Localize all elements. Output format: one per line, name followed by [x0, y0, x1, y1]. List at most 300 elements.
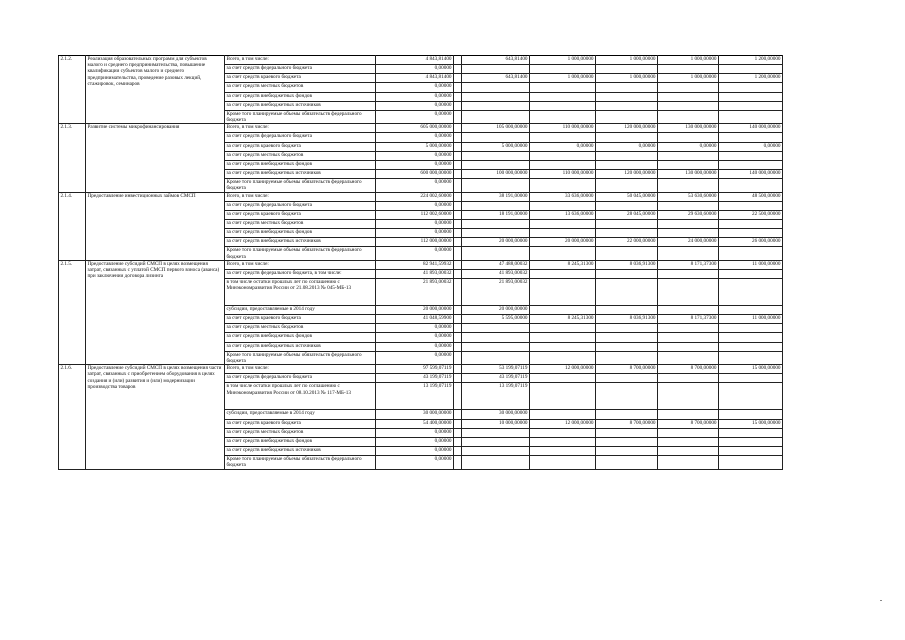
year-3-amount: 8 036,91300	[596, 260, 658, 269]
budget-table	[58, 55, 856, 470]
total-amount: 0,00000	[376, 456, 454, 469]
total-amount: 0,00000	[376, 229, 454, 238]
year-2-amount: 110 000,00000	[530, 124, 596, 133]
year-5-amount	[719, 101, 783, 110]
year-2-amount	[530, 247, 596, 260]
year-3-amount: 8 036,91300	[596, 315, 658, 324]
total-amount: 54 400,00000	[376, 419, 454, 428]
spacer-cell	[454, 192, 462, 201]
total-amount: 21 893,00032	[376, 279, 454, 306]
spacer-cell	[454, 83, 462, 92]
year-5-amount: 1 200,00000	[719, 74, 783, 83]
year-2-amount: 1 000,00000	[530, 56, 596, 65]
year-5-amount	[719, 351, 783, 364]
year-2-amount: 13 636,00000	[530, 210, 596, 219]
year-5-amount: 15 000,00000	[719, 365, 783, 374]
funding-source-label: Кроме того планируемые объемы обязательств федерального бюджета	[225, 247, 376, 260]
total-amount: 0,00000	[376, 110, 454, 123]
year-5-amount: 15 000,00000	[719, 419, 783, 428]
total-amount: 82 941,59932	[376, 260, 454, 269]
total-amount: 97 599,07119	[376, 365, 454, 374]
spacer-cell	[454, 201, 462, 210]
spacer-cell	[454, 456, 462, 469]
year-1-amount: 41 893,00032	[462, 269, 530, 278]
year-1-amount	[462, 179, 530, 192]
year-3-amount	[596, 269, 658, 278]
section-total-row	[59, 124, 856, 133]
year-5-amount	[719, 446, 783, 455]
funding-source-label: за счет средств краевого бюджета	[225, 142, 376, 151]
funding-source-label: за счет средств местных бюджетов	[225, 324, 376, 333]
year-4-amount	[658, 83, 719, 92]
section-code: 2.1.5.	[59, 260, 86, 364]
funding-source-label: в том числе остатки прошлых лет по соглашению с Минэкономразвития России от 08.10.2013 № 117-МБ-13	[225, 383, 376, 410]
year-2-amount: 8 245,31300	[530, 260, 596, 269]
spacer-cell	[454, 74, 462, 83]
year-3-amount	[596, 110, 658, 123]
year-5-amount	[719, 374, 783, 383]
funding-source-label: за счет средств внебюджетных фондов	[225, 333, 376, 342]
funding-source-label: субсидии, предоставляемые в 2014 году	[225, 306, 376, 315]
funding-source-label: за счет средств краевого бюджета	[225, 210, 376, 219]
year-3-amount	[596, 351, 658, 364]
year-1-amount: 105 000,00000	[462, 124, 530, 133]
spacer-cell	[454, 269, 462, 278]
funding-source-label: Всего, в том числе:	[225, 260, 376, 269]
year-4-amount	[658, 101, 719, 110]
total-amount: 0,00000	[376, 179, 454, 192]
funding-source-label: за счет средств внебюджетных фондов	[225, 160, 376, 169]
year-4-amount: 8 700,00000	[658, 365, 719, 374]
total-amount: 0,00000	[376, 160, 454, 169]
section-name: Реализация образовательных программ для субъектов малого и среднего предпринимательства, повышение квалификации субъектов малого и среднего предпринимательства, проведение разовых лекций, стажировок, семинаров	[86, 56, 225, 124]
total-amount: 0,00000	[376, 247, 454, 260]
year-2-amount	[530, 219, 596, 228]
spacer-cell	[454, 306, 462, 315]
year-5-amount: 11 000,00000	[719, 260, 783, 269]
spacer-cell	[454, 124, 462, 133]
section-code: 2.1.3.	[59, 124, 86, 192]
year-3-amount: 28 045,00000	[596, 210, 658, 219]
spacer-cell	[454, 229, 462, 238]
funding-source-label: за счет средств местных бюджетов	[225, 219, 376, 228]
year-3-amount	[596, 410, 658, 419]
year-1-amount: 38 191,00000	[462, 192, 530, 201]
year-4-amount: 8 171,37300	[658, 260, 719, 269]
funding-source-label: за счет средств краевого бюджета	[225, 74, 376, 83]
spacer-cell	[454, 333, 462, 342]
year-5-amount	[719, 179, 783, 192]
year-3-amount: 1 000,00000	[596, 56, 658, 65]
total-amount: 112 000,00000	[376, 238, 454, 247]
year-2-amount: 33 636,00000	[530, 192, 596, 201]
year-4-amount	[658, 92, 719, 101]
funding-source-label: Всего, в том числе:	[225, 365, 376, 374]
spacer-cell	[454, 315, 462, 324]
section-code: 2.1.4.	[59, 192, 86, 260]
year-2-amount	[530, 333, 596, 342]
year-1-amount: 20 000,00000	[462, 306, 530, 315]
total-amount: 43 199,07119	[376, 374, 454, 383]
year-3-amount	[596, 83, 658, 92]
spacer-cell	[454, 133, 462, 142]
spacer-cell	[454, 342, 462, 351]
year-2-amount: 12 000,00000	[530, 419, 596, 428]
year-5-amount	[719, 279, 783, 306]
year-5-amount	[719, 133, 783, 142]
year-1-amount	[462, 92, 530, 101]
spacer-cell	[454, 142, 462, 151]
section-total-row	[59, 365, 856, 374]
section-code: 2.1.2.	[59, 56, 86, 124]
year-5-amount	[719, 219, 783, 228]
year-5-amount	[719, 247, 783, 260]
year-1-amount	[462, 110, 530, 123]
funding-source-label: за счет средств внебюджетных источников	[225, 101, 376, 110]
year-4-amount: 8 700,00000	[658, 419, 719, 428]
year-2-amount	[530, 65, 596, 74]
year-3-amount: 50 045,00000	[596, 192, 658, 201]
total-amount: 30 000,00000	[376, 410, 454, 419]
year-4-amount: 1 000,00000	[658, 74, 719, 83]
total-amount: 0,00000	[376, 333, 454, 342]
year-1-amount: 47 488,00032	[462, 260, 530, 269]
year-3-amount	[596, 179, 658, 192]
funding-source-label: Всего, в том числе:	[225, 192, 376, 201]
year-4-amount	[658, 428, 719, 437]
funding-source-label: за счет средств внебюджетных фондов	[225, 92, 376, 101]
year-1-amount: 5 000,00000	[462, 142, 530, 151]
year-4-amount: 130 000,00000	[658, 124, 719, 133]
total-amount: 600 000,00000	[376, 169, 454, 178]
funding-source-label: Всего, в том числе:	[225, 56, 376, 65]
year-2-amount	[530, 428, 596, 437]
funding-source-label: Кроме того планируемые объемы обязательств федерального бюджета	[225, 179, 376, 192]
year-5-amount	[719, 151, 783, 160]
year-3-amount	[596, 247, 658, 260]
year-5-amount	[719, 383, 783, 410]
year-4-amount	[658, 306, 719, 315]
year-1-amount	[462, 437, 530, 446]
year-4-amount	[658, 269, 719, 278]
year-1-amount	[462, 456, 530, 469]
year-5-amount	[719, 428, 783, 437]
total-amount: 41 048,59900	[376, 315, 454, 324]
year-3-amount	[596, 428, 658, 437]
spacer-cell	[454, 324, 462, 333]
section-total-row	[59, 192, 856, 201]
year-5-amount: 48 500,00000	[719, 192, 783, 201]
funding-source-label: за счет средств федерального бюджета	[225, 201, 376, 210]
funding-source-label: за счет средств краевого бюджета	[225, 419, 376, 428]
spacer-cell	[454, 365, 462, 374]
year-4-amount	[658, 410, 719, 419]
year-4-amount	[658, 279, 719, 306]
year-1-amount: 21 893,00032	[462, 279, 530, 306]
year-2-amount	[530, 279, 596, 306]
year-5-amount	[719, 342, 783, 351]
funding-source-label: за счет средств федерального бюджета	[225, 65, 376, 74]
spacer-cell	[454, 437, 462, 446]
year-3-amount	[596, 65, 658, 74]
year-2-amount	[530, 269, 596, 278]
total-amount: 4 843,81400	[376, 56, 454, 65]
year-5-amount	[719, 110, 783, 123]
spacer-cell	[454, 238, 462, 247]
funding-source-label: субсидии, предоставляемые в 2014 году	[225, 410, 376, 419]
total-amount: 0,00000	[376, 65, 454, 74]
year-2-amount: 0,00000	[530, 142, 596, 151]
year-3-amount	[596, 333, 658, 342]
funding-source-label: за счет средств местных бюджетов	[225, 83, 376, 92]
total-amount: 0,00000	[376, 101, 454, 110]
year-2-amount	[530, 324, 596, 333]
year-3-amount: 0,00000	[596, 142, 658, 151]
year-2-amount	[530, 92, 596, 101]
total-amount: 0,00000	[376, 437, 454, 446]
funding-source-label: за счет средств местных бюджетов	[225, 428, 376, 437]
year-3-amount	[596, 229, 658, 238]
year-4-amount	[658, 383, 719, 410]
year-4-amount	[658, 160, 719, 169]
year-3-amount	[596, 342, 658, 351]
funding-source-label: за счет средств внебюджетных фондов	[225, 437, 376, 446]
funding-source-label: Кроме того планируемые объемы обязательств федерального бюджета	[225, 456, 376, 469]
spacer-cell	[454, 151, 462, 160]
year-3-amount	[596, 201, 658, 210]
year-1-amount: 20 000,00000	[462, 238, 530, 247]
total-amount: 0,00000	[376, 428, 454, 437]
section-name: Предоставление субсидий СМСП в целях возмещения затрат, связанных с уплатой СМСП первого взноса (аванса) при заключении договора лизинга	[86, 260, 225, 364]
spacer-cell	[454, 169, 462, 178]
year-1-amount	[462, 342, 530, 351]
year-2-amount	[530, 151, 596, 160]
year-2-amount: 12 000,00000	[530, 365, 596, 374]
year-1-amount	[462, 351, 530, 364]
year-1-amount: 643,81400	[462, 56, 530, 65]
total-amount: 0,00000	[376, 83, 454, 92]
year-1-amount: 13 199,07119	[462, 383, 530, 410]
spacer-cell	[454, 210, 462, 219]
year-5-amount: 140 000,00000	[719, 124, 783, 133]
year-1-amount: 18 191,00000	[462, 210, 530, 219]
year-1-amount: 10 000,00000	[462, 419, 530, 428]
year-4-amount	[658, 446, 719, 455]
funding-source-label: Кроме того планируемые объемы обязательств федерального бюджета	[225, 351, 376, 364]
year-5-amount	[719, 437, 783, 446]
scan-speck	[880, 600, 882, 601]
year-1-amount	[462, 324, 530, 333]
funding-source-label: за счет средств федерального бюджета	[225, 133, 376, 142]
year-2-amount	[530, 306, 596, 315]
year-2-amount: 110 000,00000	[530, 169, 596, 178]
year-3-amount	[596, 446, 658, 455]
spacer-cell	[454, 92, 462, 101]
year-1-amount	[462, 201, 530, 210]
year-5-amount: 1 200,00000	[719, 56, 783, 65]
year-2-amount	[530, 179, 596, 192]
total-amount: 4 843,81400	[376, 74, 454, 83]
total-amount: 0,00000	[376, 151, 454, 160]
year-1-amount: 100 000,00000	[462, 169, 530, 178]
funding-source-label: за счет средств внебюджетных источников	[225, 169, 376, 178]
year-4-amount: 0,00000	[658, 142, 719, 151]
year-1-amount: 43 199,07119	[462, 374, 530, 383]
spacer-cell	[454, 101, 462, 110]
total-amount: 0,00000	[376, 201, 454, 210]
total-amount: 0,00000	[376, 219, 454, 228]
total-amount: 0,00000	[376, 351, 454, 364]
year-5-amount	[719, 201, 783, 210]
year-5-amount	[719, 269, 783, 278]
year-1-amount	[462, 65, 530, 74]
year-4-amount: 29 630,60000	[658, 210, 719, 219]
year-2-amount	[530, 110, 596, 123]
spacer-cell	[454, 351, 462, 364]
year-3-amount	[596, 133, 658, 142]
year-3-amount	[596, 383, 658, 410]
total-amount: 0,00000	[376, 92, 454, 101]
year-4-amount: 8 171,37300	[658, 315, 719, 324]
year-4-amount	[658, 374, 719, 383]
year-4-amount	[658, 151, 719, 160]
funding-source-label: Всего, в том числе:	[225, 124, 376, 133]
funding-source-label: за счет средств внебюджетных источников	[225, 342, 376, 351]
spacer-cell	[454, 383, 462, 410]
spacer-cell	[454, 419, 462, 428]
year-2-amount	[530, 160, 596, 169]
spacer-cell	[454, 56, 462, 65]
total-amount: 20 000,00000	[376, 306, 454, 315]
total-amount: 0,00000	[376, 446, 454, 455]
spacer-cell	[454, 374, 462, 383]
year-5-amount: 22 500,00000	[719, 210, 783, 219]
year-2-amount: 8 245,31300	[530, 315, 596, 324]
year-1-amount	[462, 333, 530, 342]
year-4-amount	[658, 229, 719, 238]
year-2-amount	[530, 437, 596, 446]
year-5-amount	[719, 229, 783, 238]
funding-source-label: за счет средств внебюджетных источников	[225, 446, 376, 455]
budget-table-body	[59, 56, 856, 470]
year-5-amount: 26 000,00000	[719, 238, 783, 247]
total-amount: 0,00000	[376, 133, 454, 142]
total-amount: 5 000,00000	[376, 142, 454, 151]
year-2-amount	[530, 342, 596, 351]
year-5-amount	[719, 65, 783, 74]
total-amount: 112 002,60000	[376, 210, 454, 219]
year-1-amount: 53 199,07119	[462, 365, 530, 374]
year-4-amount	[658, 342, 719, 351]
year-4-amount: 53 630,60000	[658, 192, 719, 201]
year-2-amount	[530, 101, 596, 110]
year-3-amount	[596, 219, 658, 228]
year-2-amount: 1 000,00000	[530, 74, 596, 83]
year-1-amount: 5 595,00000	[462, 315, 530, 324]
spacer-cell	[454, 279, 462, 306]
year-3-amount	[596, 306, 658, 315]
spacer-cell	[454, 219, 462, 228]
spacer-cell	[454, 160, 462, 169]
year-1-amount	[462, 219, 530, 228]
year-4-amount: 130 000,00000	[658, 169, 719, 178]
year-2-amount	[530, 83, 596, 92]
year-3-amount	[596, 160, 658, 169]
year-1-amount	[462, 160, 530, 169]
year-1-amount	[462, 151, 530, 160]
year-2-amount: 20 000,00000	[530, 238, 596, 247]
year-5-amount	[719, 92, 783, 101]
year-4-amount	[658, 65, 719, 74]
funding-source-label: за счет средств федерального бюджета, в том числе:	[225, 269, 376, 278]
spacer-cell	[454, 260, 462, 269]
year-3-amount: 120 000,00000	[596, 169, 658, 178]
spacer-cell	[454, 446, 462, 455]
year-4-amount	[658, 179, 719, 192]
year-4-amount	[658, 437, 719, 446]
section-total-row	[59, 56, 856, 65]
year-5-amount	[719, 306, 783, 315]
year-2-amount	[530, 410, 596, 419]
year-5-amount	[719, 456, 783, 469]
total-amount: 605 000,00000	[376, 124, 454, 133]
year-1-amount	[462, 428, 530, 437]
year-3-amount: 22 000,00000	[596, 238, 658, 247]
year-5-amount: 140 000,00000	[719, 169, 783, 178]
year-2-amount	[530, 201, 596, 210]
year-5-amount: 11 000,00000	[719, 315, 783, 324]
year-1-amount	[462, 83, 530, 92]
funding-source-label: Кроме того планируемые объемы обязательств федерального бюджета	[225, 110, 376, 123]
year-3-amount	[596, 92, 658, 101]
funding-source-label: за счет средств федерального бюджета	[225, 374, 376, 383]
year-3-amount: 1 000,00000	[596, 74, 658, 83]
year-5-amount	[719, 410, 783, 419]
total-amount: 224 002,60000	[376, 192, 454, 201]
year-4-amount: 1 000,00000	[658, 56, 719, 65]
year-1-amount	[462, 101, 530, 110]
year-4-amount	[658, 133, 719, 142]
year-1-amount	[462, 446, 530, 455]
year-2-amount	[530, 351, 596, 364]
year-1-amount: 643,81400	[462, 74, 530, 83]
total-amount: 13 199,07119	[376, 383, 454, 410]
year-2-amount	[530, 133, 596, 142]
year-3-amount	[596, 437, 658, 446]
section-code: 2.1.6.	[59, 365, 86, 469]
year-1-amount	[462, 133, 530, 142]
year-4-amount: 24 000,00000	[658, 238, 719, 247]
year-4-amount	[658, 110, 719, 123]
year-5-amount: 0,00000	[719, 142, 783, 151]
year-4-amount	[658, 201, 719, 210]
total-amount: 0,00000	[376, 324, 454, 333]
year-4-amount	[658, 247, 719, 260]
spacer-cell	[454, 110, 462, 123]
year-3-amount: 8 700,00000	[596, 365, 658, 374]
funding-source-label: за счет средств местных бюджетов	[225, 151, 376, 160]
total-amount: 41 893,00032	[376, 269, 454, 278]
year-4-amount	[658, 456, 719, 469]
year-3-amount	[596, 374, 658, 383]
year-2-amount	[530, 229, 596, 238]
year-3-amount	[596, 151, 658, 160]
funding-source-label: за счет средств внебюджетных фондов	[225, 229, 376, 238]
year-5-amount	[719, 83, 783, 92]
year-1-amount: 30 000,00000	[462, 410, 530, 419]
year-4-amount	[658, 219, 719, 228]
spacer-cell	[454, 410, 462, 419]
